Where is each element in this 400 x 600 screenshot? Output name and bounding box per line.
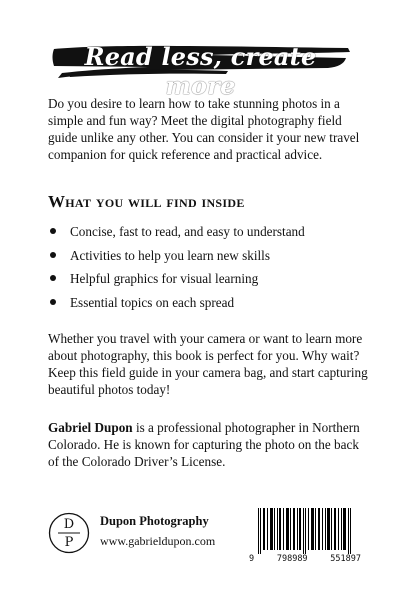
- barcode-digit-group: 551897: [330, 554, 361, 564]
- barcode-digit-group: 798989: [276, 554, 308, 564]
- closing-paragraph: Whether you travel with your camera or want to learn more about photography, this book is perfect for you. Why wait? Keep this field guide in your camera bag, and start capturing beautiful photos today!: [48, 331, 368, 397]
- intro-paragraph: Do you desire to learn how to take stunning photos in a simple and fun way? Meet the digital photography field guide unlike any other. You can consider it your new travel companion for quick reference and practical advice.: [48, 96, 360, 162]
- logo-letter-bottom: P: [64, 535, 74, 550]
- bullet-icon: [50, 228, 56, 234]
- bullet-icon: [50, 275, 56, 281]
- feature-text: Essential topics on each spread: [70, 294, 235, 310]
- feature-list: [48, 223, 368, 317]
- feature-text: Helpful graphics for visual learning: [70, 271, 259, 286]
- banner-title: Read less, create more: [84, 42, 317, 100]
- author-bio: [48, 419, 368, 470]
- author-bio-text: is a professional photographer in Northern Colorado. He is known for capturing the photo on the back of the Colorado Driver’s License.: [48, 420, 360, 469]
- feature-item: [48, 294, 368, 318]
- feature-text: Activities to help you learn new skills: [70, 247, 270, 263]
- logo-letter-top: D: [63, 517, 75, 532]
- barcode-digit-group: 9: [249, 554, 255, 564]
- title-banner: [48, 40, 353, 100]
- publisher-name: Dupon Photography: [100, 514, 209, 528]
- feature-item: [48, 223, 368, 247]
- feature-item: [48, 270, 368, 294]
- bullet-icon: [50, 299, 56, 305]
- bullet-icon: [50, 252, 56, 258]
- isbn-barcode: [249, 508, 361, 564]
- barcode-digits: [249, 554, 361, 564]
- feature-item: [48, 247, 368, 271]
- feature-text: Concise, fast to read, and easy to understand: [70, 224, 305, 239]
- publisher-website: www.gabrieldupon.com: [100, 534, 216, 548]
- barcode-bars-icon: [249, 508, 361, 554]
- author-name: Gabriel Dupon: [48, 420, 133, 435]
- publisher-logo: [48, 512, 90, 554]
- section-heading: What you will find inside: [48, 192, 245, 211]
